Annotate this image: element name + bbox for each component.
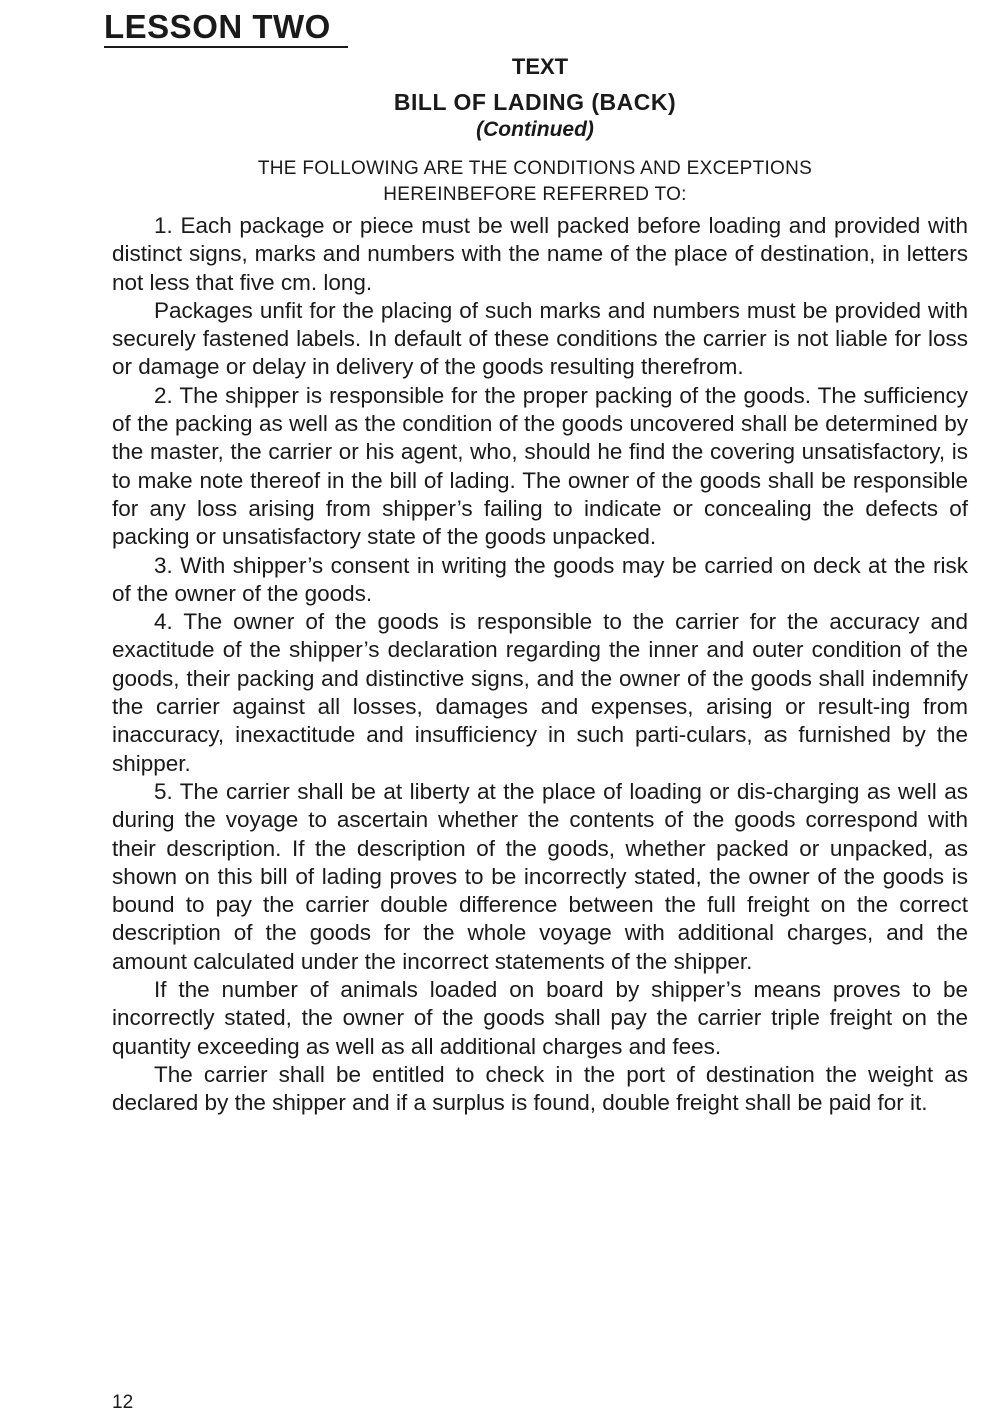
paragraph-condition-1: 1. Each package or piece must be well packed before loading and provided with distinct signs, marks and numbers with the name of the place of destination, in letters not less that five cm. long. <box>112 213 968 295</box>
paragraph-condition-4: 4. The owner of the goods is responsible to the carrier for the accuracy and exactitude of the shipper’s declaration regarding the inner and outer condition of the goods, their packing and distinctive signs, and the owner of the goods shall indemnify the carrier against all losses, damages and expenses, arising or result-ing from inaccuracy, inexactitude and insufficiency in such parti-culars, as furnished by the shipper. <box>112 609 968 776</box>
paragraph-condition-5-animals: If the number of animals loaded on board by shipper’s means proves to be incorrectly stated, the owner of the goods shall pay the carrier triple freight on the quantity exceeding as well as all additional charges and fees. <box>112 977 968 1059</box>
conditions-heading-line-1: THE FOLLOWING ARE THE CONDITIONS AND EXCEPTIONS <box>257 158 813 179</box>
conditions-heading <box>170 156 900 208</box>
paragraph-condition-5: 5. The carrier shall be at liberty at the place of loading or dis-charging as well as during the voyage to ascertain whether the contents of the goods correspond with their description. If the description of the goods, whether packed or unpacked, as shown on this bill of lading proves to be incorrectly stated, the owner of the goods is bound to pay the carrier double difference between the full freight on the correct description of the goods for the whole voyage with additional charges, and the amount calculated under the incorrect statements of the shipper. <box>112 778 968 974</box>
paragraph-condition-3: 3. With shipper’s consent in writing the goods may be carried on deck at the risk of the owner of the goods. <box>112 552 968 606</box>
section-label: TEXT <box>511 54 569 79</box>
paragraph-condition-1-labels: Packages unfit for the placing of such marks and numbers must be provided with securely fastened labels. In default of these conditions the carrier is not liable for loss or damage or delay in delivery of the goods resulting therefrom. <box>112 297 968 380</box>
lesson-title: LESSON TWO <box>104 8 331 45</box>
paragraph-condition-2: 2. The shipper is responsible for the proper packing of the goods. The sufficiency of the packing as well as the condition of the goods uncovered shall be determined by the master, the carrier or his agent, who, should he find the covering unsatisfactory, is to make note thereof in the bill of lading. The owner of the goods shall be responsible for any loss arising from shipper’s failing to indicate or concealing the defects of packing or unsatisfactory state of the goods unpacked. <box>112 382 968 550</box>
document-title: BILL OF LADING (BACK) <box>393 89 677 115</box>
page-number: 12 <box>112 1392 134 1413</box>
paragraph-condition-5-weight: The carrier shall be entitled to check in the port of destination the weight as declared by the shipper and if a surplus is found, double freight shall be paid for it. <box>112 1061 968 1116</box>
conditions-body <box>112 212 968 1118</box>
conditions-heading-line-2: HEREINBEFORE REFERRED TO: <box>383 184 687 205</box>
lesson-title-underline <box>104 46 348 48</box>
document-subtitle: (Continued) <box>476 118 594 141</box>
